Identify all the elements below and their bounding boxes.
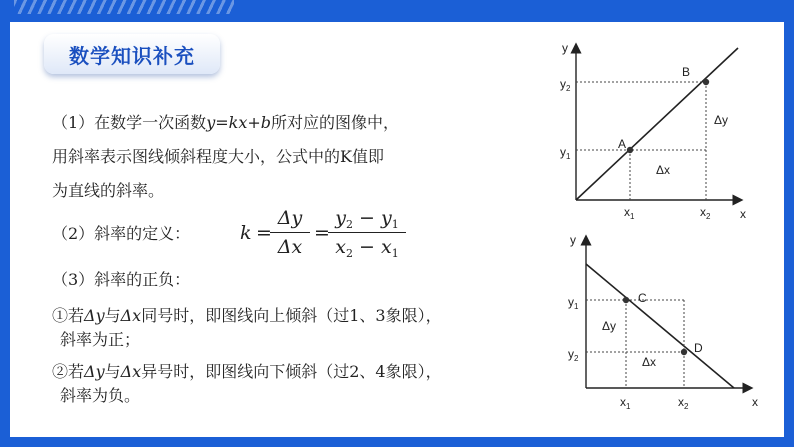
formula-equals: = xyxy=(256,222,272,244)
text-fragment: 同号时，即图线向上倾斜（过1、3象限）， xyxy=(141,306,442,325)
text-fragment: 与 xyxy=(104,306,121,325)
y-axis-label: y xyxy=(570,233,576,247)
math-variable: x xyxy=(335,236,346,258)
tick-subscript: 2 xyxy=(574,354,579,363)
text-fragment: 所对应的图像中， xyxy=(271,113,400,132)
fraction-denominator xyxy=(328,233,406,261)
tick-subscript: 1 xyxy=(626,402,631,411)
tick-text: x xyxy=(678,395,684,409)
text-line-6 xyxy=(52,306,442,326)
point-a-label: A xyxy=(618,137,627,151)
text-fragment: 异号时，即图线向下倾斜（过2、4象限）， xyxy=(141,362,442,381)
y1-tick-label xyxy=(560,145,571,161)
subscript: 1 xyxy=(391,218,399,231)
subscript: 2 xyxy=(346,218,353,231)
tick-text: x xyxy=(700,205,706,219)
page-title: 数学知识补充 xyxy=(69,43,195,68)
math-variable: y xyxy=(335,207,346,229)
point-c-label: C xyxy=(638,291,647,305)
fraction-numerator: Δy xyxy=(277,207,303,229)
tick-text: y xyxy=(560,145,566,159)
text-line-2: 用斜率表示图线倾斜程度大小，公式中的K值即 xyxy=(52,147,384,166)
x2-tick-label xyxy=(678,395,689,411)
bottom-frame xyxy=(0,437,794,447)
point-b-marker xyxy=(703,79,709,85)
formula-equals: = xyxy=(314,222,330,244)
x-axis-label: x xyxy=(752,395,758,409)
subscript: 2 xyxy=(346,247,353,260)
text-fragment: 与 xyxy=(104,362,121,381)
text-line-1 xyxy=(52,113,399,133)
fraction-denominator: Δx xyxy=(277,236,303,258)
y2-tick-label xyxy=(568,347,579,363)
text-line-9: 斜率为负。 xyxy=(60,386,141,405)
text-fragment: ①若 xyxy=(52,306,85,325)
point-d-marker xyxy=(681,349,687,355)
title-badge xyxy=(44,34,220,74)
delta-x-symbol: Δx xyxy=(120,306,142,325)
x1-tick-label xyxy=(624,205,635,221)
y-axis-label: y xyxy=(562,41,568,55)
linear-function-equation: y=kx+b xyxy=(206,113,271,132)
point-a-marker xyxy=(627,147,633,153)
delta-x-label: Δx xyxy=(642,355,657,369)
x1-tick-label xyxy=(620,395,631,411)
tick-text: y xyxy=(560,77,566,91)
top-banner xyxy=(0,0,794,22)
x2-tick-label xyxy=(700,205,711,221)
tick-text: x xyxy=(620,395,626,409)
delta-x-label: Δx xyxy=(656,163,671,177)
fraction-coordinates xyxy=(328,204,406,261)
left-frame xyxy=(0,22,10,447)
math-variable: − y xyxy=(353,207,392,229)
tick-text: y xyxy=(568,295,574,309)
tick-text: y xyxy=(568,347,574,361)
tick-text: x xyxy=(624,205,630,219)
tick-subscript: 1 xyxy=(574,302,579,311)
text-line-8 xyxy=(52,362,442,382)
tick-subscript: 1 xyxy=(566,152,571,161)
text-fragment: （1）在数学一次函数 xyxy=(52,113,207,132)
tick-subscript: 2 xyxy=(566,84,571,93)
delta-y-label: Δy xyxy=(602,319,617,333)
tick-subscript: 1 xyxy=(630,212,635,221)
delta-y-symbol: Δy xyxy=(84,306,105,325)
formula-k: k xyxy=(240,222,252,244)
fraction-numerator xyxy=(328,204,406,232)
delta-x-symbol: Δx xyxy=(120,362,142,381)
text-line-5: （3）斜率的正负： xyxy=(52,270,191,289)
fraction-delta xyxy=(270,204,310,261)
text-line-3: 为直线的斜率。 xyxy=(52,181,165,200)
delta-y-symbol: Δy xyxy=(84,362,105,381)
positive-slope-graph xyxy=(548,32,768,224)
text-line-4: （2）斜率的定义： xyxy=(52,224,191,243)
tick-subscript: 2 xyxy=(706,212,711,221)
y2-tick-label xyxy=(560,77,571,93)
point-b-label: B xyxy=(682,65,691,79)
point-d-label: D xyxy=(694,341,703,355)
text-line-7: 斜率为正； xyxy=(60,330,141,349)
right-frame xyxy=(784,22,794,447)
y1-tick-label xyxy=(568,295,579,311)
negative-slope-graph xyxy=(548,226,768,416)
delta-y-label: Δy xyxy=(714,113,729,127)
text-fragment: ②若 xyxy=(52,362,85,381)
banner-stripes xyxy=(14,0,234,14)
math-variable: − x xyxy=(353,236,392,258)
tick-subscript: 2 xyxy=(684,402,689,411)
point-c-marker xyxy=(623,297,629,303)
x-axis-label: x xyxy=(740,207,746,221)
subscript: 1 xyxy=(391,247,399,260)
